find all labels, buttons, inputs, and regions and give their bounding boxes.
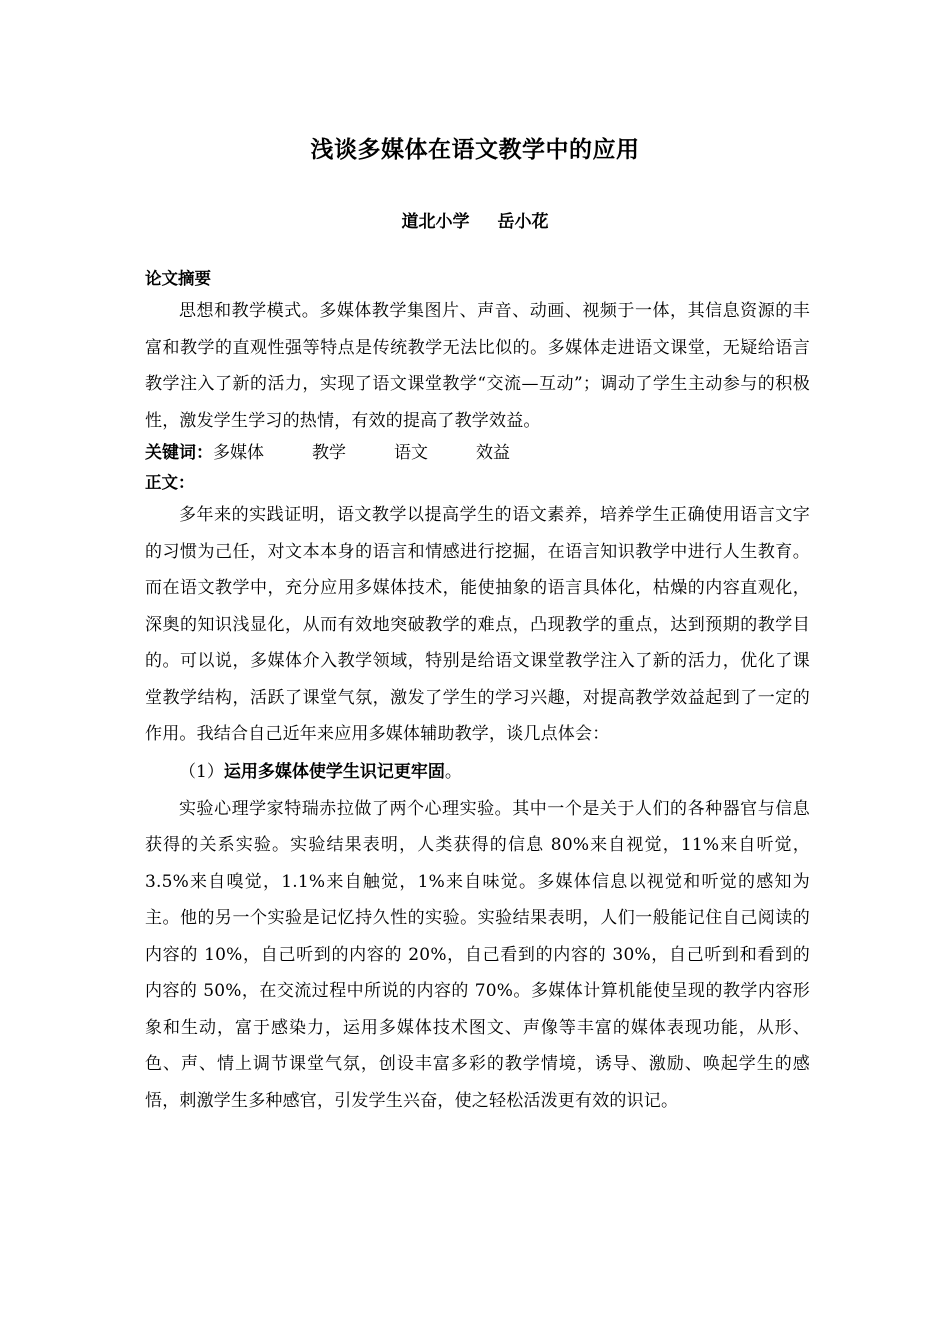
author-line — [0, 209, 950, 235]
section-title-end: 。 — [444, 761, 462, 782]
body-heading: 正文： — [145, 473, 195, 492]
keyword-item: 语文 — [394, 443, 428, 463]
body-paragraph: 多年来的实践证明，语文教学以提高学生的语文素养，培养学生正确使用语言文字的习惯为己任，对文本本身的语言和情感进行挖掘，在语言知识教学中进行人生教育。而在语文教学中，充分应用多媒体技术，能使抽象的语言具体化，枯燥的内容直观化，深奥的知识浅显化，从而有效地突破教学的难点，凸现教学的重点，达到预期的教学目的。可以说，多媒体介入教学领域，特别是给语文课堂教学注入了新的活力，优化了课堂教学结构，活跃了课堂气氛，激发了学生的学习兴趣，对提高教学效益起到了一定的作用。我结合自己近年来应用多媒体辅助教学，谈几点体会： — [145, 505, 810, 744]
keyword-item: 教学 — [312, 443, 346, 463]
author-name: 岳小花 — [497, 212, 549, 232]
keyword-item: 多媒体 — [213, 443, 264, 463]
section-paragraph: 实验心理学家特瑞赤拉做了两个心理实验。其中一个是关于人们的各种器官与信息获得的关系实验。实验结果表明，人类获得的信息 80%来自视觉，11%来自听觉，3.5%来自嗅觉，1.1%来自触觉，1%来自味觉。多媒体信息以视觉和听觉的感知为主。他的另一个实验是记忆持久性的实验。实验结果表明，人们一般能记住自己阅读的内容的 10%，自己听到的内容的 20%，自己看到的内容的 30%，自己听到和看到的内容的 50%，在交流过程中所说的内容的 70%。多媒体计算机能使呈现的教学内容形象和生动，富于感染力，运用多媒体技术图文、声像等丰富的媒体表现功能，从形、色、声、情上调节课堂气氛，创设丰富多彩的教学情境，诱导、激励、唤起学生的感悟，刺激学生多种感官，引发学生兴奋，使之轻松活泼更有效的识记。 — [145, 798, 810, 1111]
abstract-paragraph: 思想和教学模式。多媒体教学集图片、声音、动画、视频于一体，其信息资源的丰富和教学的直观性强等特点是传统教学无法比似的。多媒体走进语文课堂，无疑给语言教学注入了新的活力，实现了语文课堂教学“交流—互动”；调动了学生主动参与的积极性，激发学生学习的热情，有效的提高了教学效益。 — [145, 301, 810, 431]
paper-title: 浅谈多媒体在语文教学中的应用 — [310, 137, 640, 163]
keywords-label: 关键词： — [145, 443, 213, 463]
keyword-item: 效益 — [476, 443, 510, 463]
section-number: （1） — [179, 761, 224, 782]
keywords-line — [145, 437, 810, 469]
document-body — [145, 265, 810, 1119]
section-heading — [145, 753, 810, 791]
abstract-heading: 论文摘要 — [145, 269, 211, 288]
school-name: 道北小学 — [401, 212, 470, 232]
section-title: 运用多媒体使学生识记更牢固 — [223, 761, 445, 782]
